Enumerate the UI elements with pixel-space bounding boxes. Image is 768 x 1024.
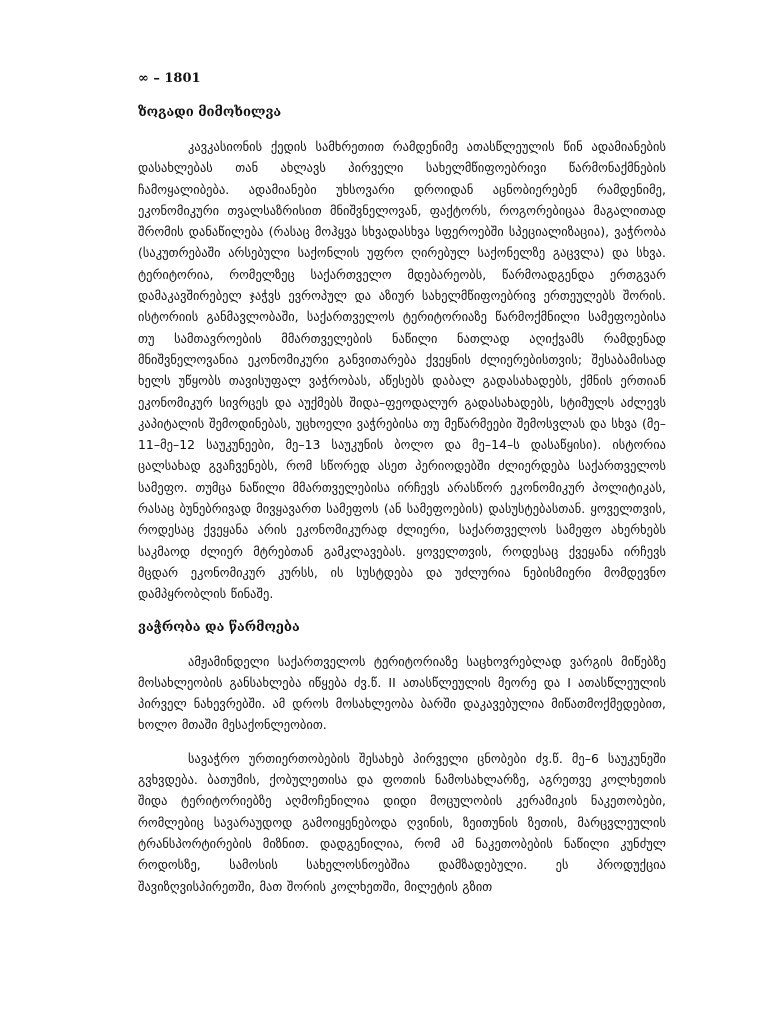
paragraph-overview: კავკასიონის ქედის სამხრეთით რამდენიმე ათასწლეულის წინ ადამიანების დასახლებას თან ახლავს პირველი სახელმწიფოებრივი წარმონაქმნების ჩამოყალიბება. ადამიანები უხსოვარი დროიდან აცნობიერებენ რამდენიმე, ეკონომიკური თვალსაზრისით მნიშვნელოვან, ფაქტორს, როგორებიცაა მაგალითად შრომის დანაწილება (რასაც მოჰყვა სხვადასხვა სფეროებში სპეციალიზაცია), ვაჭრობა (საკუთრებაში არსებული საქონლის უფრო ღირებულ საქონელზე გაცვლა) და სხვა. ტერიტორია, რომელზეც საქართველო მდებარეობს, წარმოადგენდა ერთგვარ დამაკავშირებელ ჯაჭვს ევროპულ და აზიურ სახელმწიფოებრივ ერთეულებს შორის. ისტორიის განმავლობაში, საქართველოს ტერიტორიაზე წარმოქმნილი სამეფოებისა თუ სამთავროების მმართველების ნაწილი ნათლად აღიქვამს რამდენად მნიშვნელოვანია ეკონომიკური განვითარება ქვეყნის ძლიერებისთვის; შესაბამისად ხელს უწყობს თავისუფალ ვაჭრობას, აწესებს დაბალ გადასახადებს, ქმნის ერთიან ეკონომიკურ სივრცეს და აუქმებს შიდა–ფეოდალურ გადასახადებს, სტიმულს აძლევს კაპიტალის შემოდინებას, უცხოელი ვაჭრებისა თუ მეწარმეები შემოსვლას და სხვა (მე–11–მე–12 საუკუნეები, მე–13 საუკუნის ბოლო და მე–14–ს დასაწყისი). ისტორია ცალსახად გვაჩვენებს, რომ სწორედ ასეთ პერიოდებში ძლიერდება საქართველოს სამეფო. თუმცა ნაწილი მმართველებისა ირჩევს არასწორ ეკონომიკურ პოლიტიკას, რასაც ბუნებრივად მივყავართ სამეფოს (ან სამეფოების) დასუსტებასთან. ყოველთვის, როდესაც ქვეყანა არის ეკონომიკურად ძლიერი, საქართველოს სამეფო ახერხებს საკმაოდ ძლიერ მტრებთან გამკლავებას. ყოველთვის, როდესაც ქვეყანა ირჩევს მცდარ ეკონომიკურ კურსს, ის სუსტდება და უძლურია ნებისმიერი მომდევნო დამპყრობლის წინაშე. — [138, 139, 666, 602]
section-title-overview: ზოგადი მიმოხილვა — [138, 105, 282, 120]
section-title-trade: ვაჭრობა და წარმოება — [138, 619, 300, 635]
paragraph-trade-settlement: ამჟამინდელი საქართველოს ტერიტორიაზე საცხოვრებლად ვარგის მიწებზე მოსახლეობის განსახლება იწყება ძვ.წ. II ათასწლეულის მეორე და I ათასწლეულის პირველ ნახევრებში. ამ დროს მოსახლეობა ბარში დაკავებულია მიწათმოქმედებით, ხოლო მთაში მესაქონლეობით. — [138, 653, 666, 733]
document-page — [138, 70, 666, 897]
paragraph-trade-relations: სავაჭრო ურთიერთობების შესახებ პირველი ცნობები ძვ.წ. მე–6 საუკუნეში გვხვდება. ბათუმის, ქობულეთისა და ფოთის ნამოსახლარზე, აგრეთვე კოლხეთის შიდა ტერიტორიებზე აღმოჩენილია დიდი მოცულობის კერამიკის ნაკეთობები, რომლებიც სავარაუდოდ გამოიყენებოდა ღვინის, ზეითუნის ზეთის, მარცვლეულის ტრანსპორტირების მიზნით. დადგენილია, რომ ამ ნაკეთობების ნაწილი კუნძულ როდოსზე, სამოსის სახელოსნოებშია დამზადებული. ეს პროდუქცია შავიზღვისპირეთში, მათ შორის კოლხეთში, მილეტის გზით — [138, 750, 666, 894]
date-heading: ∞ – 1801 — [138, 71, 201, 86]
